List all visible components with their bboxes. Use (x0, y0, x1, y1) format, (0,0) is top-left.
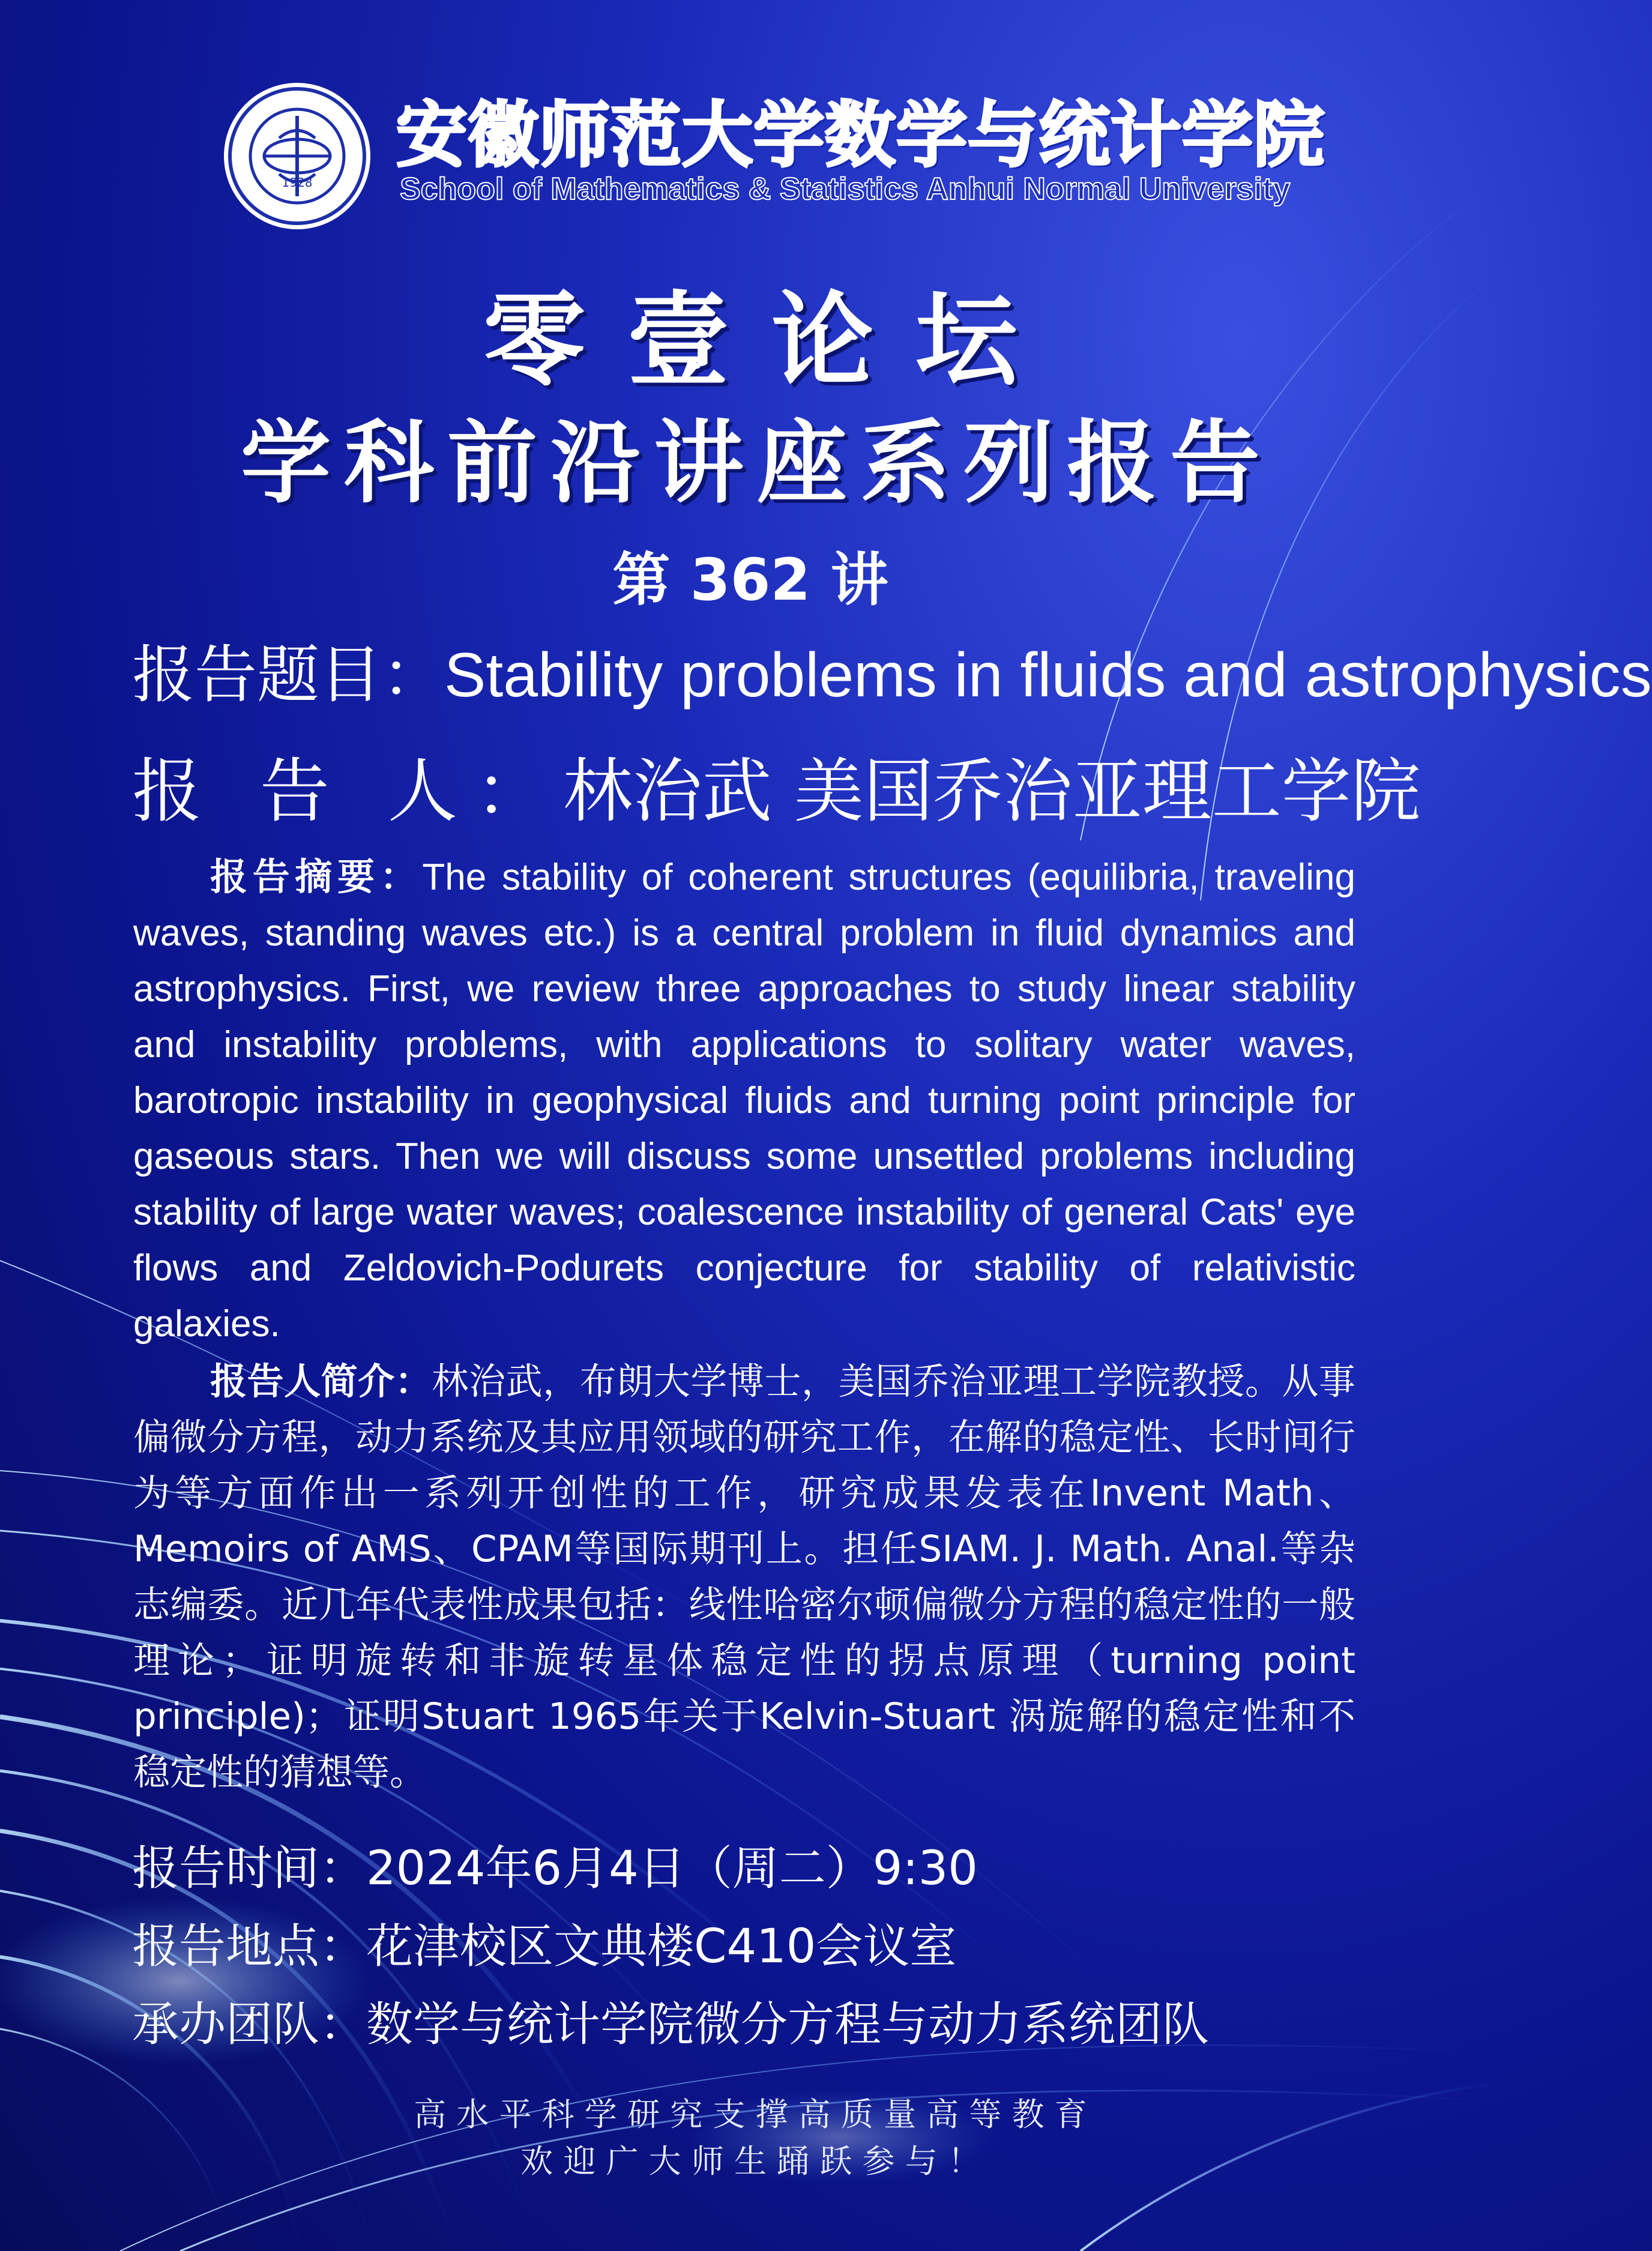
series-title: 学科前沿讲座系列报告 (240, 410, 1273, 516)
school-header (222, 75, 1325, 237)
svg-text:1928: 1928 (282, 175, 313, 190)
slogan-line-1: 高 水 平 科 学 研 究 支 撑 高 质 量 高 等 教 育 (414, 2096, 1087, 2133)
talk-organizer: 承办团队：数学与统计学院微分方程与动力系统团队 (132, 1998, 1210, 2052)
talk-time: 报告时间：2024年6月4日（周二）9:30 (132, 1842, 978, 1896)
school-name-cn: 安徽师范大学数学与统计学院 (396, 94, 1325, 176)
bio-label: 报告人简介： (210, 1360, 432, 1403)
school-name-en: School of Mathematics & Statistics Anhui Normal University (400, 172, 1291, 206)
abstract-label: 报告摘要： (210, 857, 423, 898)
abstract (133, 849, 1355, 1352)
speaker-bio (133, 1354, 1355, 1800)
university-seal-icon (222, 81, 372, 231)
talk-place: 报告地点：花津校区文典楼C410会议室 (132, 1920, 957, 1974)
speaker-line (132, 735, 1421, 836)
speaker-name: 林治武 美国乔治亚理工学院 (562, 751, 1421, 832)
slogan-line-2: 欢 迎 广 大 师 生 踊 跃 参 与 ！ (520, 2142, 980, 2180)
speaker-label: 报 告 人： (132, 751, 563, 832)
lecture-number: 第 362 讲 (612, 546, 888, 613)
talk-title-label: 报告题目： (132, 640, 445, 710)
talk-title-line (132, 624, 1652, 714)
abstract-text: The stability of coherent structures (equilibria, traveling waves, standing waves etc.) is a central problem in fluid dynamics and astrophysics. First, we review three approaches to study linear stability and instability problems, with applications to solitary water waves, barotropic instability in geophysical fluids and turning point principle for gaseous stars. Then we will discuss some unsettled problems including stability of large water waves; coalescence instability of general Cats' eye flows and Zeldovich-Podurets conjecture for stability of relativistic galaxies. (133, 857, 1355, 1345)
bio-text: 林治武，布朗大学博士，美国乔治亚理工学院教授。从事偏微分方程，动力系统及其应用领域的研究工作，在解的稳定性、长时间行为等方面作出一系列开创性的工作，研究成果发表在Invent Math、Memoirs of AMS、CPAM等国际期刊上。担任SIAM. J. Math. Anal.等杂志编委。近几年代表性成果包括：线性哈密尔顿偏微分方程的稳定性的一般理论；证明旋转和非旋转星体稳定性的拐点原理（turning point principle)；证明Stuart 1965年关于Kelvin-Stuart 涡旋解的稳定性和不稳定性的猜想等。 (133, 1360, 1355, 1794)
talk-title: Stability problems in fluids and astrophysics (444, 640, 1652, 710)
forum-title: 零壹论坛 (483, 280, 1060, 400)
